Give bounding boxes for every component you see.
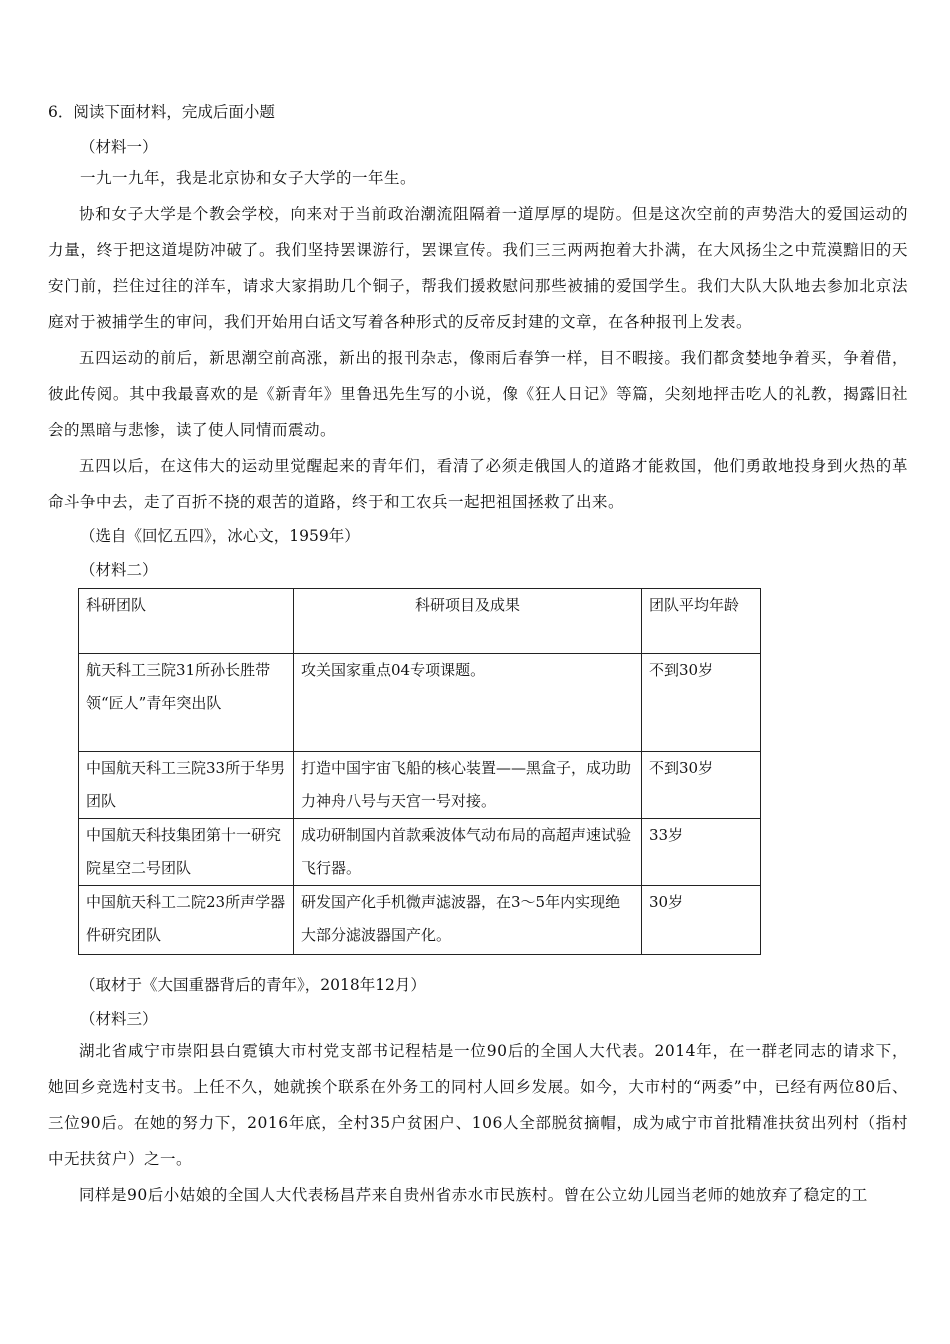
table-header-cell: 科研团队 xyxy=(79,589,294,654)
material3-label: （材料三） xyxy=(80,1010,158,1028)
material1-paragraph: 协和女子大学是个教会学校，向来对于当前政治潮流阻隔着一道厚厚的堤防。但是这次空前的声势浩大的爱国运动的力量，终于把这道堤防冲破了。我们坚持罢课游行，罢课宣传。我们三三两两抱着大扑满，在大风扬尘之中荒漠黯旧的天安门前，拦住过往的洋车，请求大家捐助几个铜子，帮我们援救慰问那些被捕的爱国学生。我们大队大队地去参加北京法庭对于被捕学生的审问，我们开始用白话文写着各种形式的反帝反封建的文章，在各种报刊上发表。 xyxy=(48,205,908,331)
table-row xyxy=(79,654,761,752)
material1-label: （材料一） xyxy=(80,138,158,156)
table-cell-project: 成功研制国内首款乘波体气动布局的高超声速试验飞行器。 xyxy=(294,819,642,886)
table-cell-team: 中国航天科工二院23所声学器件研究团队 xyxy=(79,886,294,955)
question-heading: 6．阅读下面材料，完成后面小题 xyxy=(48,103,275,121)
table-cell-team: 中国航天科技集团第十一研究院星空二号团队 xyxy=(79,819,294,886)
material1-paragraph: 一九一九年，我是北京协和女子大学的一年生。 xyxy=(80,169,417,187)
table-row xyxy=(79,819,761,886)
material1-paragraph: 五四以后，在这伟大的运动里觉醒起来的青年们，看清了必须走俄国人的道路才能救国，他们勇敢地投身到火热的革命斗争中去，走了百折不挠的艰苦的道路，终于和工农兵一起把祖国拯救了出来。 xyxy=(48,457,908,511)
research-team-table xyxy=(78,588,761,955)
table-cell-age: 不到30岁 xyxy=(642,654,761,752)
material3-paragraph: 湖北省咸宁市崇阳县白霓镇大市村党支部书记程桔是一位90后的全国人大代表。2014年，在一群老同志的请求下，她回乡竞选村支书。上任不久，她就挨个联系在外务工的同村人回乡发展。如今，大市村的“两委”中，已经有两位80后、三位90后。在她的努力下，2016年底，全村35户贫困户、106人全部脱贫摘帽，成为咸宁市首批精准扶贫出列村（指村中无扶贫户）之一。 xyxy=(48,1042,908,1168)
table-cell-project: 研发国产化手机微声滤波器，在3～5年内实现绝大部分滤波器国产化。 xyxy=(294,886,642,955)
table-header-cell: 科研项目及成果 xyxy=(294,589,642,654)
table-cell-project: 攻关国家重点04专项课题。 xyxy=(294,654,642,752)
material3-paragraph: 同样是90后小姑娘的全国人大代表杨昌芹来自贵州省赤水市民族村。曾在公立幼儿园当老师的她放弃了稳定的工 xyxy=(79,1186,868,1204)
material1-source: （选自《回忆五四》，冰心文，1959年） xyxy=(80,527,360,545)
table-cell-age: 33岁 xyxy=(642,819,761,886)
table-cell-team: 航天科工三院31所孙长胜带领“匠人”青年突出队 xyxy=(79,654,294,752)
material1-paragraph: 五四运动的前后，新思潮空前高涨，新出的报刊杂志，像雨后春笋一样，目不暇接。我们都贪婪地争着买，争着借，彼此传阅。其中我最喜欢的是《新青年》里鲁迅先生写的小说，像《狂人日记》等篇，尖刻地抨击吃人的礼教，揭露旧社会的黑暗与悲惨，读了使人同情而震动。 xyxy=(48,349,908,439)
table-header-cell: 团队平均年龄 xyxy=(642,589,761,654)
table-row xyxy=(79,752,761,819)
table-cell-project: 打造中国宇宙飞船的核心装置——黑盒子，成功助力神舟八号与天宫一号对接。 xyxy=(294,752,642,819)
table-header-row xyxy=(79,589,761,654)
material2-source: （取材于《大国重器背后的青年》，2018年12月） xyxy=(80,976,426,994)
table-cell-age: 不到30岁 xyxy=(642,752,761,819)
table-cell-age: 30岁 xyxy=(642,886,761,955)
material2-label: （材料二） xyxy=(80,561,158,579)
table-cell-team: 中国航天科工三院33所于华男团队 xyxy=(79,752,294,819)
table-row xyxy=(79,886,761,955)
